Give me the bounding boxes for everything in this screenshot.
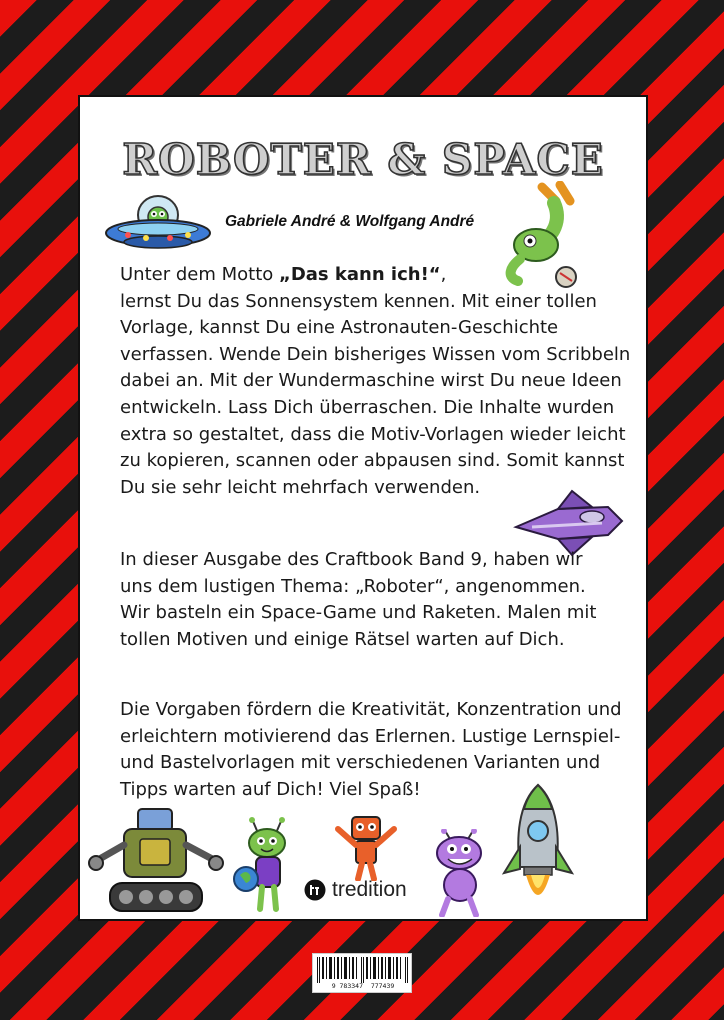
intro-lead: Unter dem Motto: [120, 264, 279, 285]
purple-robot-icon: [428, 829, 494, 917]
rocket-icon: [500, 783, 576, 911]
orange-robot-icon: [330, 809, 402, 881]
intro-body: , lernst Du das Sonnensystem kennen. Mit einer tollen Vorlage, kannst Du eine Astronauten-Geschichte verfassen. Wende Dein bisheriges Wissen vom Scribbeln dabei an. Mit der Wundermaschine wirst Du neue Ideen entwickeln. Lass Dich überraschen. Die Inhalte wurden extra so gestaltet, dass die Motiv-Vorlagen wieder leicht zu kopieren, scannen oder abpausen sind. Somit kannst Du sie sehr leicht mehrfach verwenden.: [120, 264, 631, 498]
barcode-number: 9 783347 777439: [331, 982, 395, 990]
intro-paragraph: [120, 262, 640, 501]
authors-line: Gabriele André & Wolfgang André: [225, 213, 475, 230]
publisher-logo: [304, 877, 407, 903]
publisher-name: tredition: [332, 878, 407, 901]
back-cover-panel: [78, 95, 648, 921]
motto-text: „Das kann ich!“: [279, 264, 441, 285]
isbn-barcode: [312, 953, 412, 993]
barcode-bars-icon: [317, 957, 409, 983]
book-title: ROBOTER & SPACE: [122, 135, 604, 184]
tank-robot-icon: [88, 805, 224, 917]
theme-paragraph: In dieser Ausgabe des Craftbook Band 9, haben wir uns dem lustigen Thema: „Roboter“, angenommen. Wir basteln ein Space-Game und Raketen. Malen mit tollen Motiven und einige Rätsel warten auf Dich.: [120, 549, 597, 650]
benefits-paragraph: Die Vorgaben fördern die Kreativität, Konzentration und erleichtern motivierend das Erlernen. Lustige Lernspiel- und Bastelvorlagen mit verschiedenen Varianten und Tipps warten auf Dich! Viel Spaß!: [120, 699, 622, 800]
tredition-logo-icon: [304, 879, 326, 901]
alien-with-globe-icon: [232, 817, 302, 917]
ufo-alien-icon: [102, 189, 214, 259]
